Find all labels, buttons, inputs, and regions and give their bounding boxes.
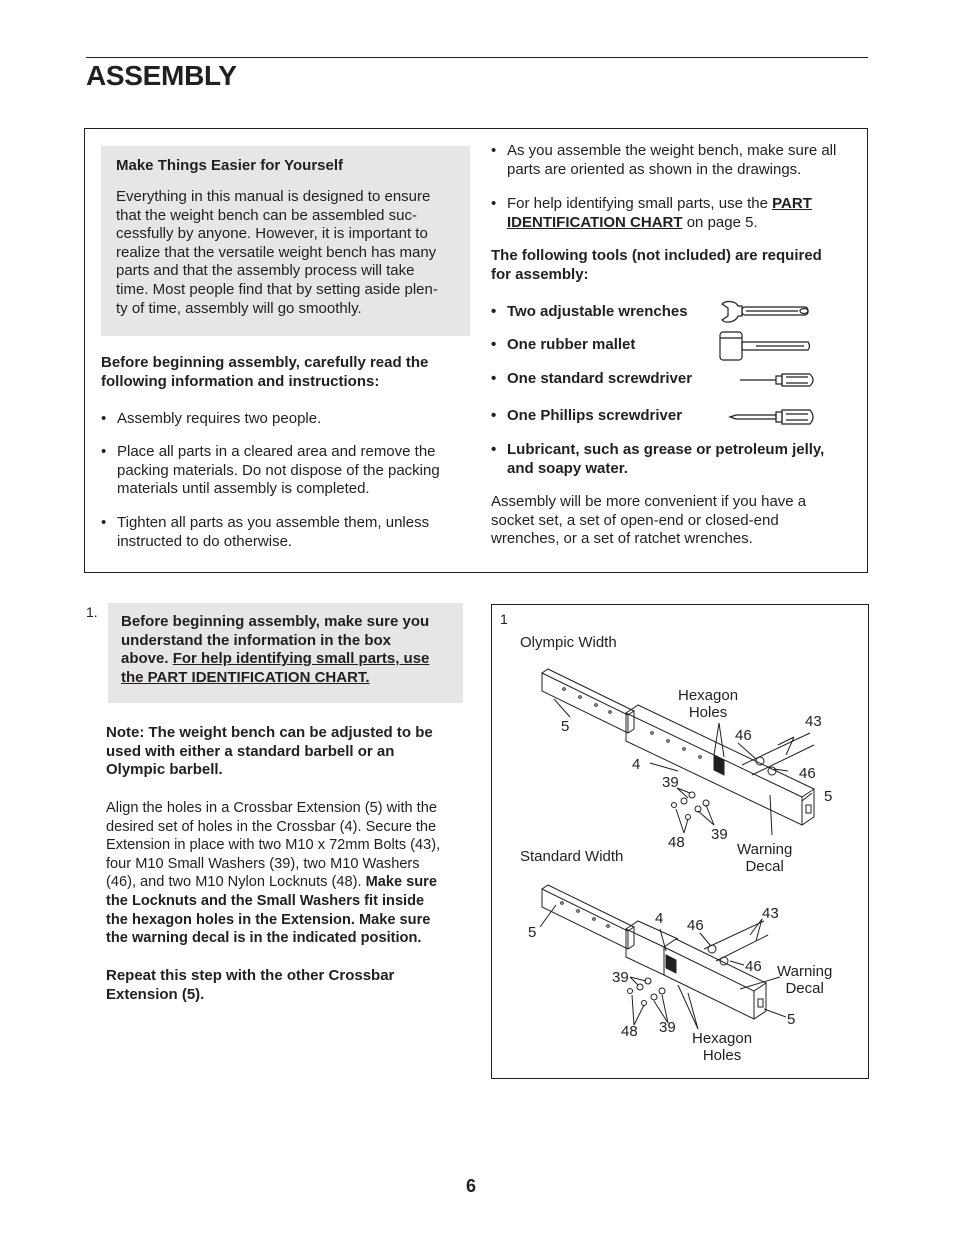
note-line: Assembly will be more convenient if you have a bbox=[491, 493, 807, 510]
part-chart-link: the PART IDENTIFICATION CHART. bbox=[121, 668, 370, 686]
part-chart-link: For help identifying small parts, use bbox=[172, 650, 430, 668]
warning-decal-label-bottom bbox=[777, 963, 832, 997]
tool-label: One rubber mallet bbox=[507, 336, 636, 353]
hexagon-holes-label-top bbox=[678, 687, 738, 721]
header-rule bbox=[86, 57, 868, 58]
hexagon-holes-label-bottom bbox=[692, 1030, 752, 1064]
part-label: 4 bbox=[655, 910, 664, 927]
page-ref: on page 5. bbox=[682, 213, 758, 231]
bullet-dot: • bbox=[491, 407, 497, 424]
bullet-dot: • bbox=[101, 514, 107, 531]
bullet-line: packing materials. Do not dispose of the packing bbox=[117, 461, 440, 479]
bullet-line: Tighten all parts as you assemble them, unless bbox=[117, 514, 430, 531]
heading-line: The following tools (not included) are required bbox=[491, 247, 822, 264]
bullet-line: parts are oriented as shown in the drawings. bbox=[507, 160, 802, 178]
instruction-line: Align the holes in a Crossbar Extension (5) with the bbox=[106, 800, 437, 816]
repeat-note bbox=[106, 967, 394, 1004]
heading-line: Before beginning assembly, carefully read the bbox=[101, 354, 429, 371]
instruction-line: desired set of holes in the Crossbar (4). Secure the bbox=[106, 818, 437, 835]
instruction-emphasis: the Locknuts and the Small Washers fit inside bbox=[106, 892, 425, 909]
part-label: 5 bbox=[824, 788, 833, 805]
bullet-text bbox=[507, 195, 812, 232]
bullet-line: and soapy water. bbox=[507, 459, 628, 477]
figure-number: 1 bbox=[500, 611, 508, 627]
bullet-text bbox=[507, 441, 824, 478]
tool-label: Two adjustable wrenches bbox=[507, 303, 688, 320]
bullet-text bbox=[117, 514, 429, 551]
assembly-diagram bbox=[491, 604, 869, 1079]
note-line: socket set, a set of open-end or closed-end bbox=[491, 511, 779, 529]
bullet-line: Place all parts in a cleared area and remove the bbox=[117, 443, 436, 460]
tool-label: One standard screwdriver bbox=[507, 370, 693, 387]
part-label: 39 bbox=[662, 774, 679, 791]
part-label: 39 bbox=[612, 969, 629, 986]
tip-line: time. Most people find that by setting aside plen- bbox=[116, 280, 438, 298]
instruction-emphasis: Make sure bbox=[365, 874, 437, 891]
tip-line: ty of time, assembly will go smoothly. bbox=[116, 299, 362, 317]
convenience-note bbox=[491, 493, 806, 549]
warning-decal-label-top bbox=[737, 841, 792, 875]
note-line: wrenches, or a set of ratchet wrenches. bbox=[491, 530, 753, 548]
note-line: used with either a standard barbell or an bbox=[106, 742, 395, 760]
olympic-caption: Olympic Width bbox=[520, 634, 617, 651]
bullet-dot: • bbox=[491, 303, 497, 320]
instruction-emphasis: the hexagon holes in the Extension. Make sure bbox=[106, 911, 431, 928]
label-line: Hexagon bbox=[678, 687, 739, 704]
part-label: 39 bbox=[659, 1019, 676, 1036]
label-line: Holes bbox=[702, 1047, 742, 1064]
bullet-dot: • bbox=[101, 443, 107, 460]
note-line: Extension (5). bbox=[106, 985, 205, 1003]
part-chart-link: IDENTIFICATION CHART bbox=[507, 213, 683, 231]
part-label: 48 bbox=[668, 834, 685, 851]
part-label: 5 bbox=[787, 1011, 796, 1028]
label-line: Decal bbox=[785, 980, 824, 997]
callout-line: above. bbox=[121, 650, 173, 668]
part-label: 46 bbox=[687, 917, 704, 934]
instruction-line: Extension in place with two M10 x 72mm Bolts (43), bbox=[106, 837, 441, 854]
tools-illustration bbox=[716, 298, 816, 430]
tip-line: that the weight bench can be assembled suc- bbox=[116, 206, 418, 224]
bullet-dot: • bbox=[491, 195, 497, 212]
tip-line: cessfully by anyone. However, it is important to bbox=[116, 225, 428, 243]
part-label: 46 bbox=[735, 727, 752, 744]
part-label: 5 bbox=[561, 718, 570, 735]
align-instructions bbox=[106, 799, 440, 948]
bullet-text bbox=[117, 443, 440, 499]
tools-heading bbox=[491, 247, 822, 284]
instruction-emphasis: the warning decal is in the indicated position. bbox=[106, 930, 422, 947]
label-line: Hexagon bbox=[692, 1030, 753, 1047]
part-label: 43 bbox=[805, 713, 822, 730]
crossbar-extension-illustration-bottom bbox=[542, 885, 634, 949]
bullet-dot: • bbox=[101, 410, 107, 427]
note-line: Repeat this step with the other Crossbar bbox=[106, 967, 395, 984]
note-line: Note: The weight bench can be adjusted to be bbox=[106, 724, 433, 741]
bullet-dot: • bbox=[491, 370, 497, 387]
read-first-heading bbox=[101, 354, 428, 391]
instruction-line: (46), and two M10 Nylon Locknuts (48). bbox=[106, 874, 366, 891]
callout-line: understand the information in the box bbox=[121, 631, 391, 649]
tip-body bbox=[116, 188, 438, 318]
bullet-line: materials until assembly is completed. bbox=[117, 480, 370, 498]
standard-caption: Standard Width bbox=[520, 848, 624, 865]
crossbar-illustration-top bbox=[626, 705, 814, 825]
tool-label: One Phillips screwdriver bbox=[507, 407, 683, 424]
part-label: 48 bbox=[621, 1023, 638, 1040]
part-label: 46 bbox=[799, 765, 816, 782]
label-line: Holes bbox=[688, 704, 728, 721]
screwdriver-icon bbox=[740, 374, 813, 386]
page-number: 6 bbox=[466, 1176, 477, 1196]
bullet-line: As you assemble the weight bench, make sure all bbox=[507, 142, 837, 159]
part-label: 4 bbox=[632, 756, 641, 773]
tip-line: Everything in this manual is designed to ensure bbox=[116, 188, 431, 205]
page-title: ASSEMBLY bbox=[86, 60, 237, 91]
tip-heading: Make Things Easier for Yourself bbox=[116, 157, 344, 174]
instruction-line: four M10 Small Washers (39), two M10 Washers bbox=[106, 855, 420, 872]
bullet-text bbox=[507, 142, 836, 179]
bullet-text: Assembly requires two people. bbox=[117, 410, 322, 427]
part-label: 39 bbox=[711, 826, 728, 843]
wrench-icon bbox=[722, 302, 808, 323]
phillips-screwdriver-icon bbox=[730, 410, 813, 424]
label-line: Decal bbox=[745, 858, 784, 875]
bullet-dot: • bbox=[491, 142, 497, 159]
part-chart-link: PART bbox=[772, 195, 812, 212]
tip-line: realize that the versatile weight bench has many bbox=[116, 243, 437, 261]
bullet-line: Lubricant, such as grease or petroleum jelly, bbox=[507, 441, 825, 458]
bullet-line: For help identifying small parts, use the bbox=[507, 195, 773, 212]
label-line: Warning bbox=[737, 841, 793, 858]
part-label: 43 bbox=[762, 905, 779, 922]
callout-line: Before beginning assembly, make sure you bbox=[121, 613, 430, 630]
part-label: 5 bbox=[528, 924, 537, 941]
bolts-illustration-top bbox=[672, 733, 815, 820]
bullet-dot: • bbox=[491, 441, 497, 458]
bullet-dot: • bbox=[491, 336, 497, 353]
step-callout bbox=[121, 613, 429, 687]
tip-line: parts and that the assembly process will take bbox=[116, 262, 415, 280]
mallet-icon bbox=[720, 332, 810, 360]
bullet-line: instructed to do otherwise. bbox=[117, 532, 293, 550]
heading-line: for assembly: bbox=[491, 265, 589, 283]
label-line: Warning bbox=[777, 963, 833, 980]
heading-line: following information and instructions: bbox=[101, 372, 380, 390]
note-line: Olympic barbell. bbox=[106, 761, 223, 779]
barbell-note bbox=[106, 724, 433, 780]
step-number: 1. bbox=[86, 604, 98, 620]
part-label: 46 bbox=[745, 958, 762, 975]
